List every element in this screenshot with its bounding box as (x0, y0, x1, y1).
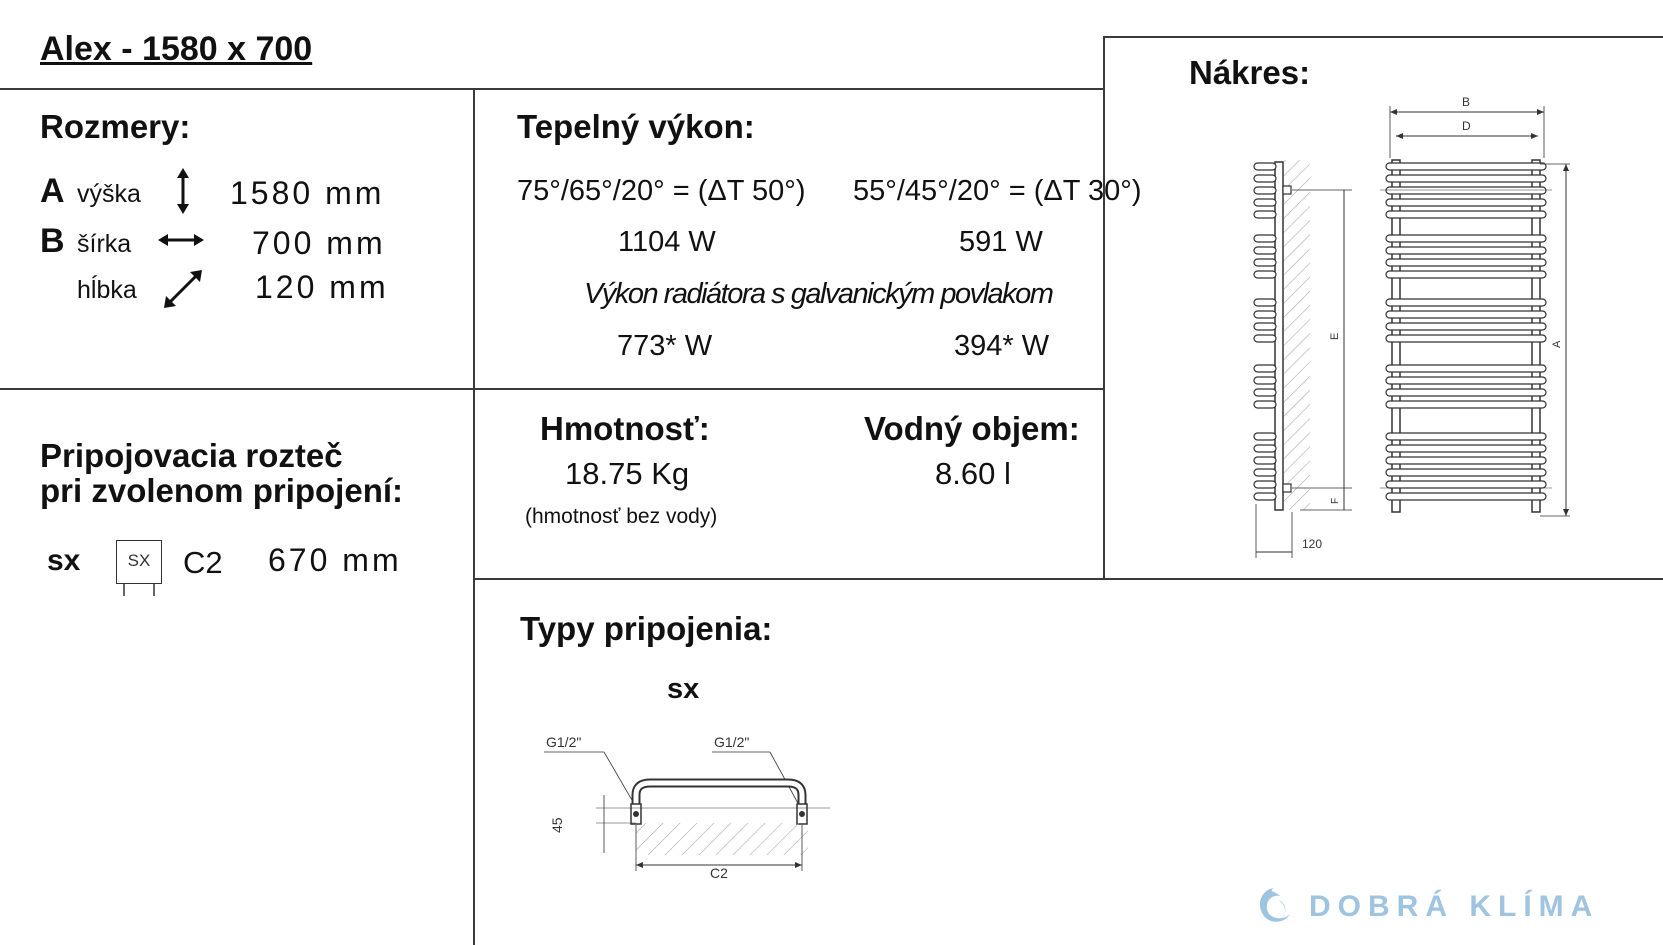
side-tube (1254, 335, 1276, 342)
side-tube (1254, 493, 1276, 500)
thermal-col2-header: 55°/45°/20° = (ΔT 30°) (853, 175, 1142, 207)
dimension-label: šírka (77, 230, 132, 258)
side-tube (1254, 175, 1276, 182)
dim-label-f: F (1330, 497, 1341, 504)
front-tube (1386, 493, 1546, 500)
front-tube (1386, 175, 1546, 182)
horizontal-arrow-icon (158, 229, 204, 251)
bracket-top (1283, 186, 1291, 194)
front-tube (1386, 433, 1546, 440)
floor-hatch (636, 823, 808, 855)
drawing-heading: Nákres: (1189, 54, 1311, 91)
dimension-value: 120 mm (255, 269, 389, 305)
dim-label-d: D (1462, 119, 1471, 133)
connection-types-sx-label: sx (667, 673, 700, 705)
side-tube (1254, 481, 1276, 488)
side-tube (1254, 365, 1276, 372)
thread-label-right: G1/2" (714, 734, 750, 750)
dim-label-a: A (1551, 340, 1563, 348)
dimensions-heading: Rozmery: (40, 108, 191, 145)
connection-spacing-value: 670 mm (268, 542, 402, 578)
front-tube (1386, 469, 1546, 476)
weight-note: (hmotnosť bez vody) (525, 505, 718, 528)
dimension-value: 1580 mm (230, 175, 385, 211)
thermal-col1-header: 75°/65°/20° = (ΔT 50°) (517, 175, 806, 207)
side-tube (1254, 187, 1276, 194)
weight-heading: Hmotnosť: (540, 410, 710, 447)
side-tube (1254, 433, 1276, 440)
divider-nakres-top (1103, 36, 1663, 38)
side-tube (1254, 323, 1276, 330)
bracket-bottom (1283, 484, 1291, 492)
front-tube (1386, 211, 1546, 218)
connection-spacing-heading-1: Pripojovacia rozteč (40, 437, 343, 474)
connection-type-label: sx (47, 544, 81, 577)
dim-label-c2: C2 (710, 865, 728, 881)
brand-logo (1254, 884, 1294, 928)
thermal-col1-value: 1104 W (618, 226, 716, 258)
dimension-letter: B (40, 222, 65, 260)
side-tube (1254, 163, 1276, 170)
front-tube (1386, 199, 1546, 206)
side-tube (1254, 299, 1276, 306)
side-tube (1254, 211, 1276, 218)
dim-label-e: E (1329, 332, 1341, 340)
side-tube (1254, 445, 1276, 452)
brand-name: DOBRÁ KLÍMA (1309, 890, 1600, 923)
dimension-letter: A (40, 172, 65, 210)
divider-lower (473, 578, 1663, 580)
radiator-technical-drawing (1240, 92, 1570, 568)
side-tube (1254, 311, 1276, 318)
page-title: Alex - 1580 x 700 (40, 30, 313, 68)
divider-nakres-left (1103, 36, 1105, 578)
side-tube (1254, 235, 1276, 242)
front-tube (1386, 365, 1546, 372)
front-tube (1386, 389, 1546, 396)
side-tube (1254, 469, 1276, 476)
side-tube (1254, 199, 1276, 206)
dimension-label: hĺbka (77, 276, 137, 304)
thermal-col2-value: 591 W (959, 226, 1043, 258)
brand-swirl-icon (1254, 884, 1294, 928)
sx-connection-icon (116, 540, 162, 584)
front-tube (1386, 271, 1546, 278)
front-tube (1386, 323, 1546, 330)
divider-top (0, 88, 1103, 90)
front-tube (1386, 457, 1546, 464)
dim-label-45: 45 (549, 817, 565, 833)
front-tube (1386, 445, 1546, 452)
front-tubes (1386, 163, 1546, 500)
sx-connection-diagram (540, 725, 840, 895)
front-tube (1386, 163, 1546, 170)
dimension-label: výška (77, 180, 141, 208)
vertical-arrow-icon (170, 168, 196, 214)
dimension-value: 700 mm (252, 225, 386, 261)
front-tube (1386, 481, 1546, 488)
thermal-heading: Tepelný výkon: (517, 108, 755, 145)
front-tube (1386, 377, 1546, 384)
wall-hatch (1284, 160, 1310, 510)
sx-icon-label: SX (127, 551, 151, 570)
front-tube (1386, 401, 1546, 408)
thread-label-left: G1/2" (546, 734, 582, 750)
volume-heading: Vodný objem: (864, 410, 1080, 447)
divider-middle (0, 388, 1103, 390)
thermal-col1-galvanic: 773* W (617, 330, 713, 362)
side-tube (1254, 271, 1276, 278)
front-tube (1386, 259, 1546, 266)
front-tube (1386, 187, 1546, 194)
sx-icon-legs (116, 584, 162, 596)
side-tubes (1254, 163, 1276, 500)
side-tube (1254, 401, 1276, 408)
side-tube (1254, 259, 1276, 266)
front-tube (1386, 299, 1546, 306)
dim-label-b: B (1462, 95, 1471, 109)
volume-value: 8.60 l (935, 456, 1011, 491)
side-tube (1254, 377, 1276, 384)
galvanic-note: Výkon radiátora s galvanickým povlakom (584, 278, 1053, 310)
front-tube (1386, 335, 1546, 342)
connection-types-heading: Typy pripojenia: (520, 610, 773, 647)
connection-code: C2 (183, 545, 223, 580)
thermal-col2-galvanic: 394* W (954, 330, 1050, 362)
divider-col (473, 88, 475, 945)
front-tube (1386, 311, 1546, 318)
side-tube (1254, 247, 1276, 254)
side-tube (1254, 389, 1276, 396)
connection-spacing-heading-2: pri zvolenom pripojení: (40, 472, 404, 509)
front-tube (1386, 235, 1546, 242)
dim-label-depth: 120 (1302, 537, 1323, 551)
front-tube (1386, 247, 1546, 254)
diagonal-arrow-icon (162, 268, 204, 310)
weight-value: 18.75 Kg (565, 456, 690, 491)
side-tube (1254, 457, 1276, 464)
